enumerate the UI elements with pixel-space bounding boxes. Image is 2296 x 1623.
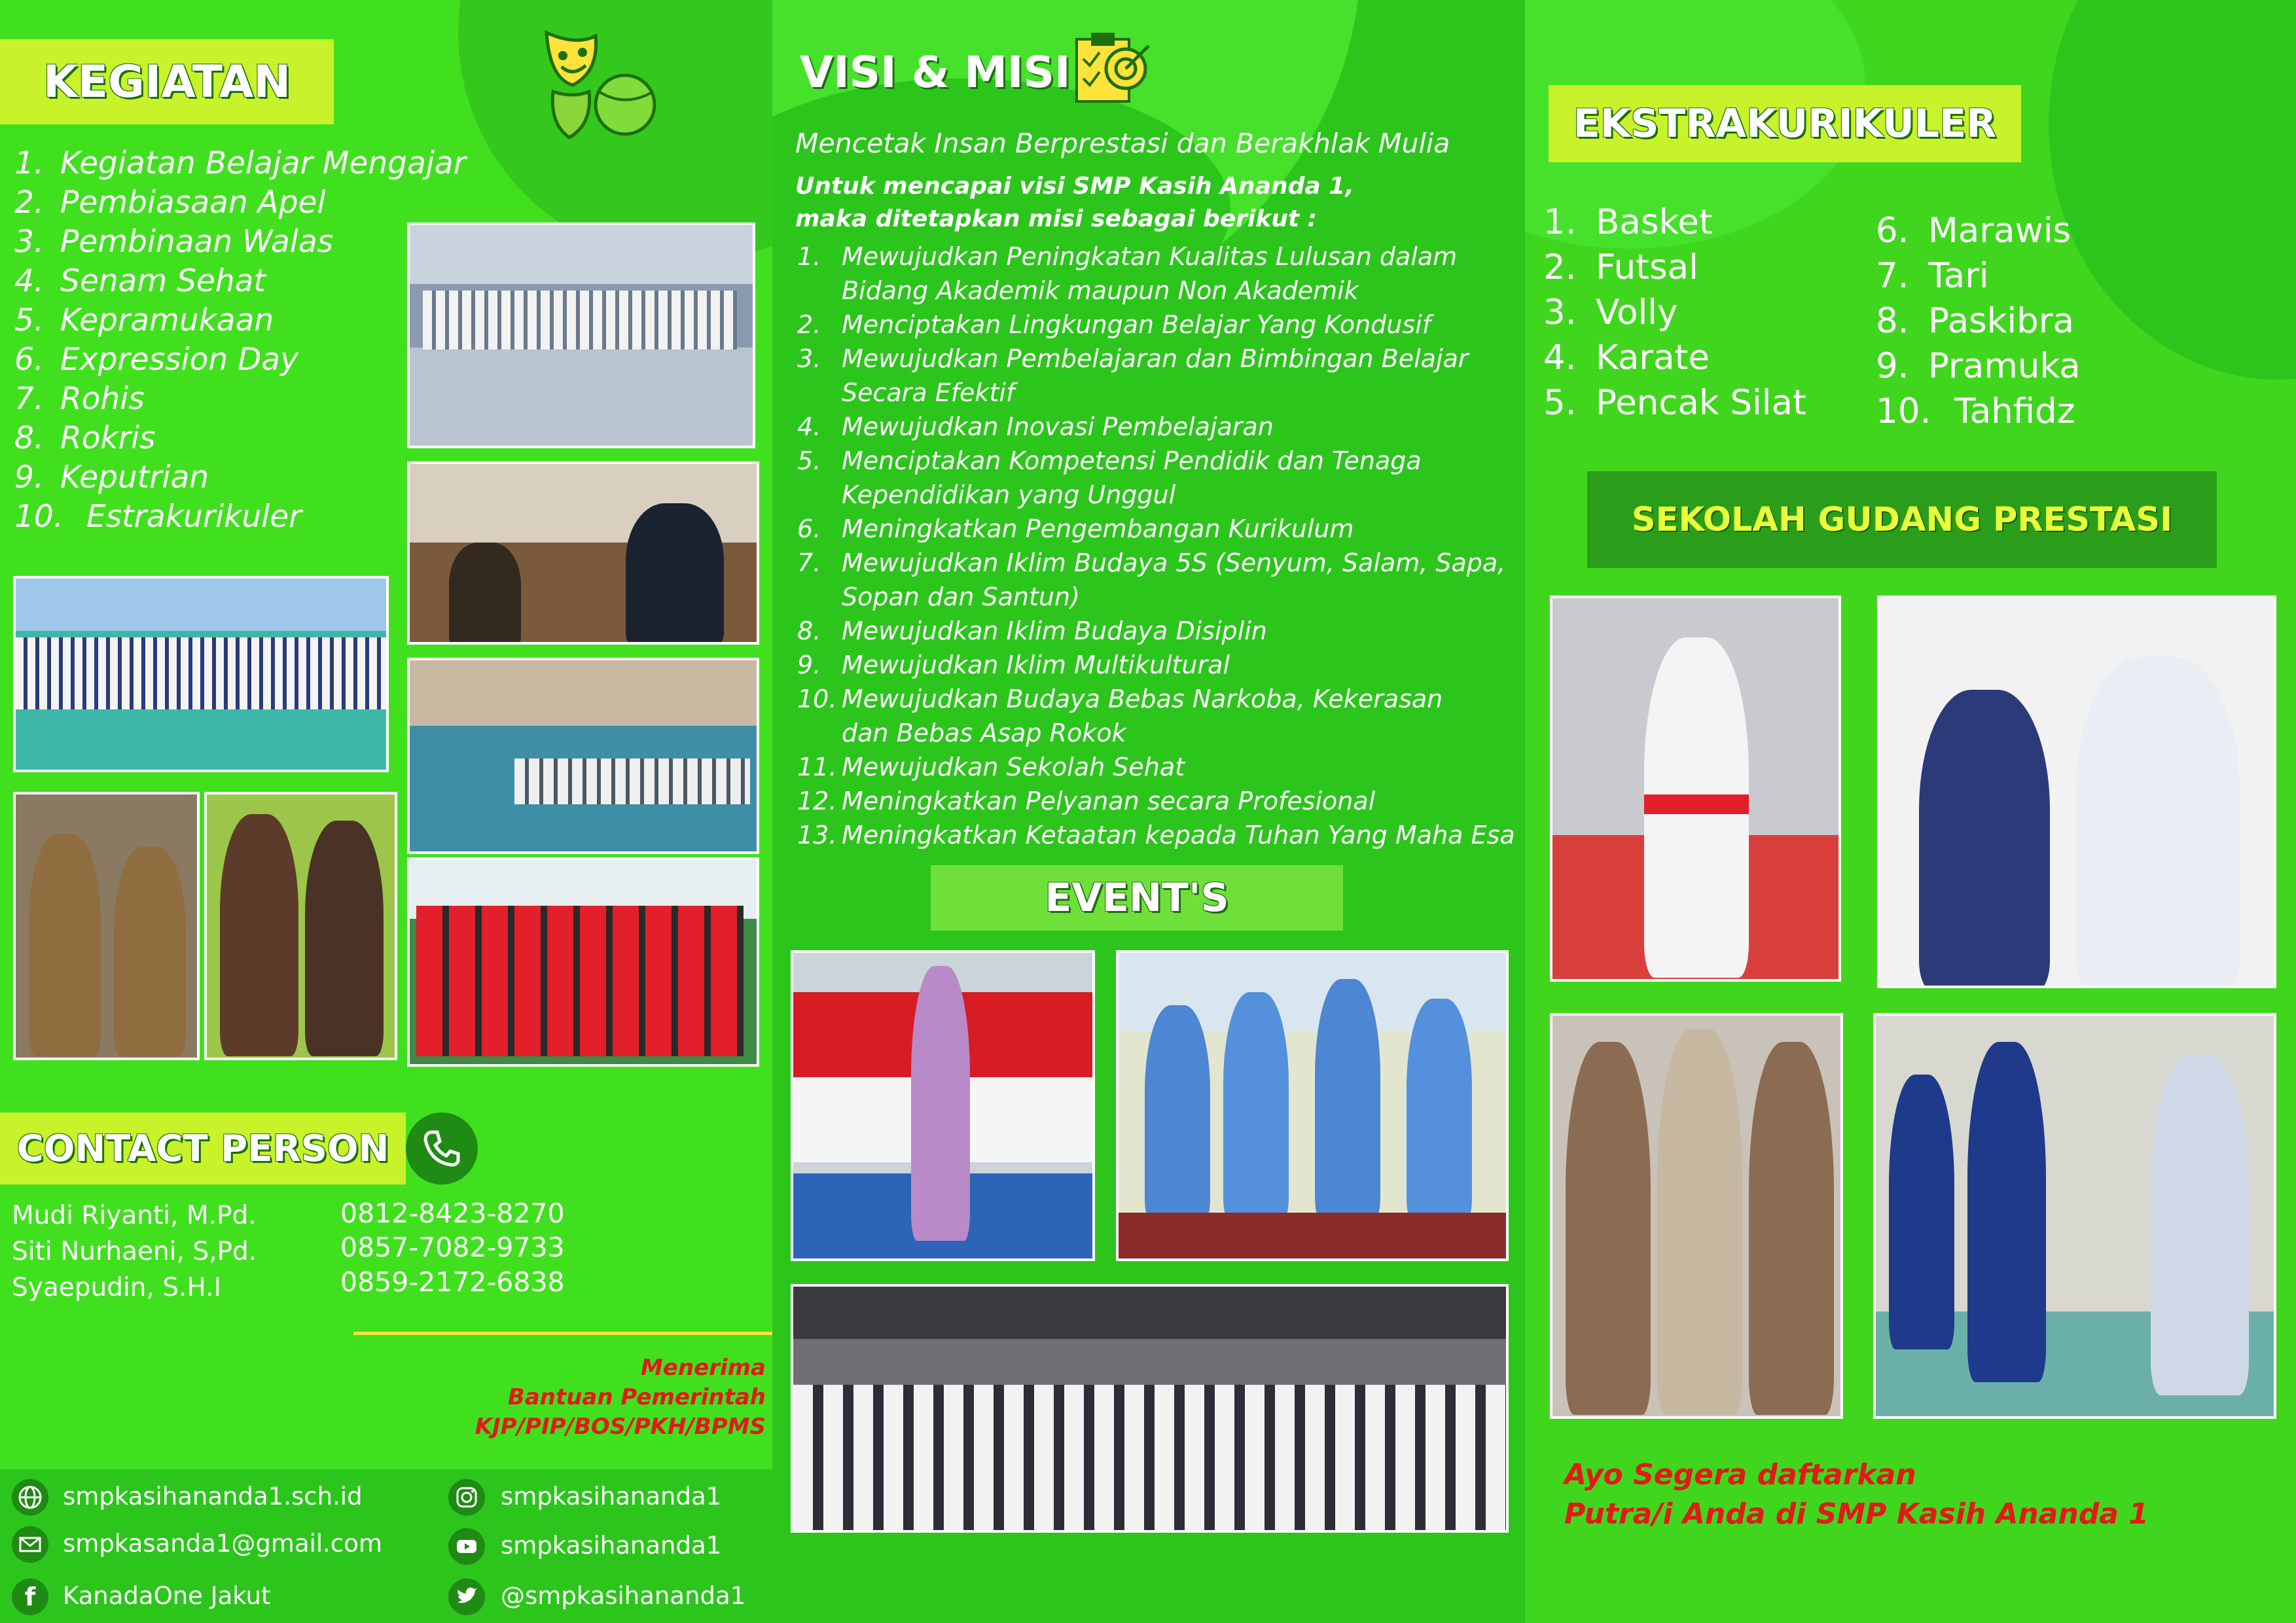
list-item: 10. Mewujudkan Budaya Bebas Narkoba, Kekerasan dan Bebas Asap Rokok — [797, 685, 1443, 747]
kegiatan-title: KEGIATAN — [0, 39, 334, 124]
photo-senam-field — [13, 576, 389, 772]
list-item: 3. Mewujudkan Pembelajaran dan Bimbingan Belajar Secara Efektif — [797, 344, 1469, 407]
list-item: 6. Meningkatkan Pengembangan Kurikulum — [797, 514, 1354, 543]
list-item: 8. Rokris — [14, 420, 156, 456]
list-item: 2. Futsal — [1543, 247, 1698, 287]
list-item: 7. Mewujudkan Iklim Budaya 5S (Senyum, Salam, Sapa, Sopan dan Santun) — [797, 548, 1506, 611]
contact-phone-2[interactable]: 0857-7082-9733 — [340, 1232, 565, 1263]
visi-misi-title: VISI & MISI — [800, 47, 1071, 98]
bantuan-line-2: Bantuan Pemerintah — [507, 1384, 766, 1410]
list-item: 3. Volly — [1543, 293, 1678, 332]
divider-line — [353, 1332, 772, 1335]
right-panel — [1525, 0, 2296, 1623]
list-item: 5. Menciptakan Kompetensi Pendidik dan Tenaga Kependidikan yang Unggul — [797, 446, 1422, 509]
list-item: 9. Keputrian — [14, 459, 209, 495]
photo-karate-champion — [1550, 596, 1841, 982]
phone-icon — [406, 1113, 478, 1185]
youtube-link[interactable]: smpkasihananda1 — [501, 1531, 722, 1560]
twitter-icon — [448, 1578, 485, 1615]
photo-sports-team — [407, 857, 759, 1067]
photo-demonstration-event — [791, 1284, 1509, 1533]
visi-statement: Mencetak Insan Berprestasi dan Berakhlak Mulia — [795, 128, 1450, 159]
list-item: 10. Estrakurikuler — [14, 499, 302, 535]
bantuan-line-1: Menerima — [641, 1355, 766, 1381]
list-item: 1. Mewujudkan Peningkatan Kualitas Lulusan dalam Bidang Akademik maupun Non Akademik — [797, 242, 1458, 305]
events-title: EVENT'S — [931, 865, 1343, 931]
list-item: 4. Mewujudkan Inovasi Pembelajaran — [797, 412, 1274, 441]
photo-flag-event — [791, 950, 1095, 1261]
photo-prayer-class — [407, 461, 759, 645]
photo-expression-day — [204, 792, 397, 1060]
list-item: 7. Rohis — [14, 381, 145, 417]
contact-phone-3[interactable]: 0859-2172-6838 — [340, 1266, 565, 1298]
list-item: 5. Kepramukaan — [14, 302, 274, 338]
globe-icon — [12, 1479, 48, 1516]
misi-intro-2: maka ditetapkan misi sebagai berikut : — [795, 205, 1317, 232]
decor-circle — [2049, 0, 2296, 380]
bantuan-line-3: KJP/PIP/BOS/PKH/BPMS — [475, 1414, 766, 1440]
ekskul-title: EKSTRAKURIKULER — [1549, 85, 2021, 162]
ekskul-list-1 — [1543, 200, 1806, 425]
twitter-link[interactable]: @smpkasihananda1 — [501, 1582, 746, 1610]
left-panel — [0, 0, 772, 1623]
cta-line-2: Putra/i Anda di SMP Kasih Ananda 1 — [1564, 1497, 2149, 1531]
contact-name-1: Mudi Riyanti, M.Pd. — [12, 1201, 257, 1230]
photo-scout-line — [407, 658, 759, 854]
list-item: 12. Meningkatkan Pelyanan secara Profesional — [797, 787, 1376, 815]
prestasi-title: SEKOLAH GUDANG PRESTASI — [1587, 471, 2217, 568]
list-item: 8. Paskibra — [1876, 301, 2074, 341]
list-item: 6. Marawis — [1876, 211, 2072, 251]
contact-name-2: Siti Nurhaeni, S,Pd. — [12, 1237, 257, 1266]
list-item: 5. Pencak Silat — [1543, 383, 1806, 423]
photo-trophy-winners — [1873, 1013, 2276, 1419]
target-icon — [1070, 23, 1155, 108]
list-item: 10. Tahfidz — [1876, 391, 2075, 431]
email-icon — [12, 1526, 48, 1563]
photo-apel-ceremony — [407, 223, 755, 448]
facebook-icon: f — [12, 1578, 48, 1615]
list-item: 4. Karate — [1543, 338, 1710, 378]
email-link[interactable]: smpkasanda1@gmail.com — [63, 1529, 382, 1558]
list-item: 7. Tari — [1876, 256, 1989, 296]
youtube-icon — [448, 1528, 485, 1565]
facebook-link[interactable]: KanadaOne Jakut — [63, 1582, 271, 1610]
contact-title: CONTACT PERSON — [0, 1113, 406, 1185]
list-item: 2. Menciptakan Lingkungan Belajar Yang Kondusif — [797, 310, 1431, 339]
list-item: 8. Mewujudkan Iklim Budaya Disiplin — [797, 616, 1267, 645]
instagram-link[interactable]: smpkasihananda1 — [501, 1482, 722, 1510]
list-item: 13. Meningkatkan Ketaatan kepada Tuhan Yang Maha Esa — [797, 821, 1515, 849]
list-item: 9. Pramuka — [1876, 346, 2081, 386]
list-item: 2. Pembiasaan Apel — [14, 185, 326, 221]
list-item: 6. Expression Day — [14, 342, 298, 378]
masks-ball-icon — [537, 26, 661, 144]
list-item: 1. Kegiatan Belajar Mengajar — [14, 145, 466, 181]
ekskul-list-2 — [1876, 208, 2081, 434]
list-item: 3. Pembinaan Walas — [14, 224, 334, 260]
middle-panel — [772, 0, 1525, 1623]
contact-name-3: Syaepudin, S.H.I — [12, 1273, 221, 1302]
website-link[interactable]: smpkasihananda1.sch.id — [63, 1482, 363, 1510]
misi-intro-1: Untuk mencapai visi SMP Kasih Ananda 1, — [795, 173, 1354, 200]
photo-award-ceremony — [1877, 596, 2276, 988]
contact-phone-1[interactable]: 0812-8423-8270 — [340, 1198, 565, 1229]
photo-marawis-event — [1116, 950, 1509, 1261]
misi-list — [797, 240, 1515, 852]
instagram-icon — [448, 1479, 485, 1516]
photo-scout-boys — [13, 792, 200, 1060]
list-item: 1. Basket — [1543, 202, 1713, 242]
list-item: 11. Mewujudkan Sekolah Sehat — [797, 753, 1185, 781]
kegiatan-list — [14, 144, 466, 537]
list-item: 4. Senam Sehat — [14, 263, 266, 299]
cta-line-1: Ayo Segera daftarkan — [1564, 1458, 1916, 1491]
photo-scout-certificate — [1550, 1013, 1843, 1419]
list-item: 9. Mewujudkan Iklim Multikultural — [797, 651, 1230, 679]
